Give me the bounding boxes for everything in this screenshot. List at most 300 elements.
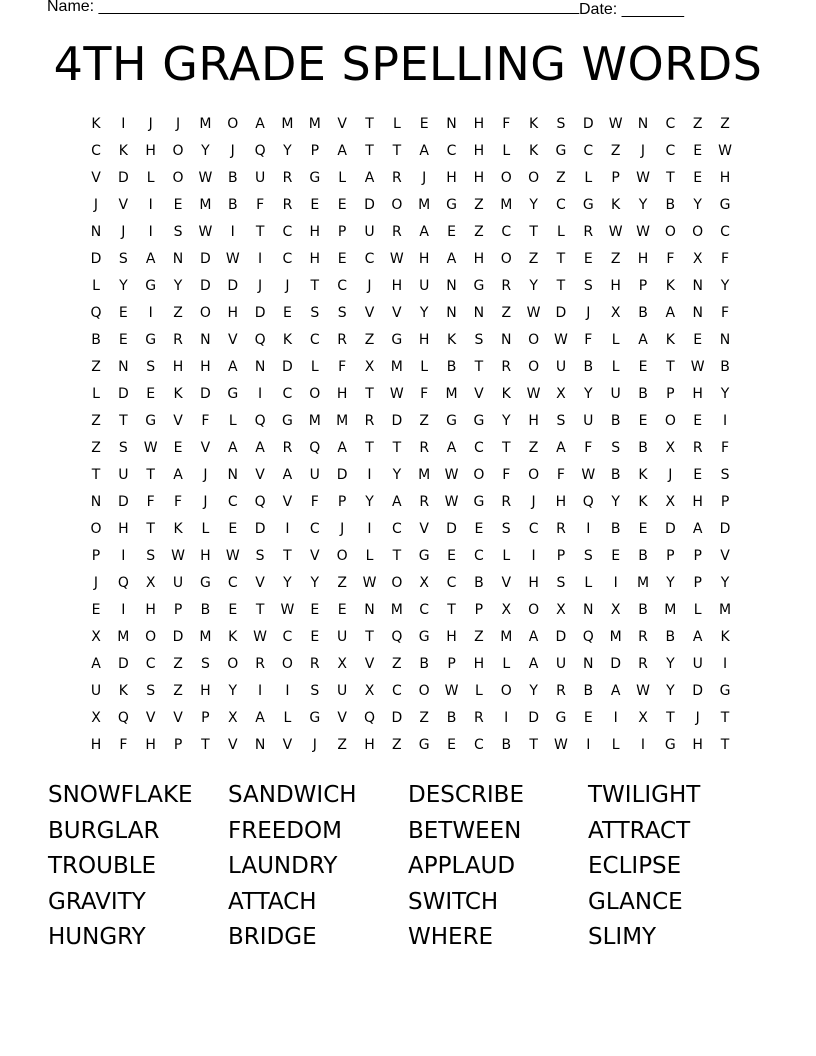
grid-letter: B	[610, 413, 621, 429]
grid-letter: I	[285, 521, 290, 537]
grid-letter: P	[693, 575, 702, 591]
grid-letter: R	[501, 494, 512, 510]
grid-letter: W	[581, 467, 596, 483]
grid-letter: L	[228, 413, 237, 429]
grid-letter: I	[285, 683, 290, 699]
grid-letter: I	[367, 467, 372, 483]
grid-letter: E	[337, 251, 347, 267]
grid-letter: P	[556, 548, 566, 564]
grid-letter: Y	[228, 683, 238, 699]
word-list-item: TWILIGHT	[588, 782, 701, 808]
grid-letter: T	[283, 548, 292, 564]
grid-letter: N	[692, 278, 703, 294]
grid-letter: S	[583, 278, 593, 294]
grid-letter: B	[446, 710, 457, 726]
grid-letter: T	[255, 602, 265, 618]
grid-letter: E	[693, 467, 703, 483]
grid-letter: M	[199, 116, 212, 132]
grid-letter: H	[446, 170, 457, 186]
grid-letter: F	[119, 737, 128, 753]
grid-letter: Z	[91, 359, 101, 375]
grid-letter: G	[719, 683, 731, 699]
grid-letter: W	[444, 683, 459, 699]
grid-letter: F	[584, 440, 593, 456]
grid-letter: C	[391, 521, 402, 537]
grid-letter: U	[309, 467, 320, 483]
grid-letter: E	[638, 359, 648, 375]
grid-letter: T	[201, 737, 210, 753]
grid-letter: R	[255, 656, 265, 672]
grid-letter: D	[117, 170, 129, 186]
grid-letter: I	[586, 521, 591, 537]
grid-letter: J	[93, 575, 99, 591]
grid-letter: H	[528, 413, 539, 429]
word-list-item: APPLAUD	[408, 853, 516, 879]
grid-letter: D	[391, 413, 403, 429]
word-list-item: DESCRIBE	[408, 782, 524, 808]
grid-letter: Y	[501, 413, 511, 429]
grid-letter: T	[666, 710, 675, 726]
grid-letter: J	[258, 278, 263, 294]
grid-letter: K	[118, 143, 128, 159]
grid-letter: X	[364, 683, 375, 699]
grid-letter: I	[148, 197, 153, 213]
grid-letter: E	[118, 305, 128, 321]
grid-letter: F	[256, 197, 265, 213]
grid-letter: G	[227, 386, 239, 402]
grid-letter: G	[719, 197, 731, 213]
grid-letter: O	[281, 656, 293, 672]
grid-letter: O	[500, 170, 512, 186]
grid-letter: T	[666, 359, 675, 375]
grid-letter: S	[310, 683, 320, 699]
grid-letter: I	[258, 251, 263, 267]
grid-letter: V	[310, 548, 320, 564]
grid-letter: G	[145, 332, 157, 348]
grid-letter: E	[447, 224, 456, 240]
grid-letter: R	[282, 170, 293, 186]
grid-letter: E	[583, 251, 593, 267]
word-list-item: WHERE	[408, 924, 494, 950]
grid-letter: E	[283, 305, 292, 321]
grid-letter: O	[145, 629, 157, 645]
grid-letter: K	[282, 332, 293, 348]
grid-letter: D	[664, 521, 676, 537]
grid-letter: Y	[201, 143, 210, 159]
grid-letter: G	[418, 548, 430, 564]
grid-letter: D	[117, 656, 129, 672]
grid-letter: G	[199, 575, 211, 591]
grid-letter: G	[555, 710, 567, 726]
grid-letter: I	[230, 224, 235, 240]
grid-letter: A	[446, 440, 457, 456]
grid-letter: D	[446, 521, 457, 537]
grid-letter: H	[610, 278, 621, 294]
grid-letter: U	[555, 359, 567, 375]
grid-letter: Z	[720, 116, 730, 132]
grid-letter: G	[145, 278, 157, 294]
grid-letter: E	[337, 602, 347, 618]
grid-letter: S	[556, 413, 566, 429]
grid-letter: W	[389, 251, 404, 267]
grid-letter: R	[638, 629, 648, 645]
grid-letter: C	[391, 683, 402, 699]
grid-letter: X	[91, 629, 101, 645]
grid-letter: I	[722, 656, 728, 672]
grid-letter: E	[337, 197, 347, 213]
grid-letter: Z	[528, 251, 539, 267]
grid-letter: R	[638, 656, 648, 672]
grid-letter: F	[721, 440, 730, 456]
grid-letter: I	[121, 116, 126, 132]
grid-letter: L	[201, 521, 210, 537]
grid-letter: X	[556, 386, 566, 402]
grid-letter: C	[720, 224, 730, 240]
grid-letter: C	[583, 143, 594, 159]
grid-letter: W	[608, 116, 623, 132]
grid-letter: B	[227, 170, 238, 186]
grid-letter: V	[337, 710, 347, 726]
grid-letter: Z	[474, 224, 484, 240]
grid-letter: S	[556, 116, 566, 132]
grid-letter: H	[200, 359, 211, 375]
grid-letter: Y	[666, 656, 675, 672]
grid-letter: Y	[638, 197, 648, 213]
grid-letter: T	[255, 224, 265, 240]
grid-letter: O	[391, 197, 403, 213]
grid-letter: A	[392, 494, 402, 510]
grid-letter: U	[337, 629, 348, 645]
grid-letter: R	[391, 224, 402, 240]
grid-letter: B	[638, 440, 648, 456]
grid-letter: O	[528, 602, 540, 618]
grid-letter: N	[227, 467, 238, 483]
grid-letter: H	[145, 602, 156, 618]
grid-letter: F	[721, 251, 730, 267]
grid-letter: V	[501, 575, 512, 591]
grid-letter: L	[611, 359, 620, 375]
grid-letter: T	[447, 602, 456, 618]
grid-letter: C	[337, 278, 348, 294]
grid-letter: H	[200, 548, 211, 564]
grid-letter: J	[367, 278, 372, 294]
grid-letter: W	[690, 359, 705, 375]
grid-letter: B	[91, 332, 101, 348]
grid-letter: D	[719, 521, 731, 537]
grid-letter: P	[91, 548, 101, 564]
grid-letter: J	[640, 143, 646, 159]
grid-letter: V	[91, 170, 101, 186]
grid-letter: K	[91, 116, 101, 132]
grid-letter: Y	[310, 575, 320, 591]
grid-letter: W	[636, 683, 650, 699]
grid-letter: T	[720, 710, 730, 726]
grid-letter: L	[283, 710, 292, 726]
grid-letter: F	[310, 494, 319, 510]
grid-letter: U	[254, 170, 266, 186]
grid-letter: T	[365, 116, 374, 132]
grid-letter: Z	[610, 251, 621, 267]
grid-letter: A	[665, 305, 676, 321]
grid-letter: C	[528, 521, 539, 537]
grid-letter: A	[528, 629, 539, 645]
grid-letter: D	[117, 494, 129, 510]
grid-letter: N	[364, 602, 375, 618]
grid-letter: B	[583, 683, 594, 699]
grid-letter: A	[282, 467, 293, 483]
grid-letter: C	[282, 251, 293, 267]
grid-letter: K	[720, 629, 730, 645]
grid-letter: C	[227, 494, 238, 510]
grid-letter: L	[584, 170, 593, 186]
grid-letter: S	[200, 656, 210, 672]
grid-letter: D	[391, 710, 403, 726]
grid-letter: A	[227, 359, 238, 375]
grid-letter: S	[118, 440, 128, 456]
grid-letter: Y	[720, 386, 730, 402]
grid-letter: E	[310, 629, 320, 645]
grid-letter: X	[665, 440, 676, 456]
grid-letter: Q	[363, 710, 376, 726]
grid-letter: E	[447, 737, 456, 753]
grid-letter: Q	[254, 413, 266, 429]
grid-letter: S	[118, 251, 128, 267]
grid-letter: O	[199, 305, 211, 321]
grid-letter: E	[310, 602, 320, 618]
grid-letter: M	[418, 467, 431, 483]
grid-letter: F	[502, 116, 511, 132]
grid-letter: V	[200, 440, 211, 456]
grid-letter: Y	[611, 494, 620, 510]
grid-letter: Q	[309, 440, 321, 456]
grid-letter: P	[337, 494, 347, 510]
grid-letter: H	[391, 278, 403, 294]
grid-letter: D	[90, 251, 102, 267]
grid-letter: T	[119, 413, 128, 429]
grid-letter: H	[227, 305, 239, 321]
grid-letter: V	[364, 305, 375, 321]
grid-letter: H	[90, 737, 102, 753]
grid-letter: A	[419, 224, 429, 240]
grid-letter: E	[146, 386, 156, 402]
grid-letter: R	[309, 656, 320, 672]
grid-letter: H	[528, 575, 539, 591]
grid-letter: M	[199, 197, 212, 213]
grid-letter: G	[282, 413, 293, 429]
grid-letter: H	[172, 359, 184, 375]
grid-letter: K	[501, 386, 511, 402]
grid-letter: G	[664, 737, 676, 753]
grid-letter: C	[446, 143, 457, 159]
grid-letter: G	[418, 629, 430, 645]
grid-letter: P	[310, 143, 320, 159]
grid-letter: U	[583, 413, 594, 429]
grid-letter: C	[419, 602, 430, 618]
grid-letter: A	[528, 656, 539, 672]
grid-letter: Y	[529, 197, 538, 213]
grid-letter: K	[446, 332, 457, 348]
grid-letter: O	[172, 170, 184, 186]
grid-letter: G	[555, 143, 567, 159]
grid-letter: L	[310, 359, 319, 375]
grid-letter: D	[282, 359, 293, 375]
grid-letter: F	[556, 467, 565, 483]
grid-letter: H	[145, 143, 156, 159]
grid-letter: Q	[117, 575, 129, 591]
grid-letter: F	[502, 467, 511, 483]
grid-letter: X	[419, 575, 429, 591]
grid-letter: B	[638, 305, 648, 321]
grid-letter: L	[584, 575, 593, 591]
grid-letter: J	[148, 116, 153, 132]
grid-letter: C	[309, 521, 320, 537]
word-list-item: SLIMY	[588, 924, 657, 950]
grid-letter: Q	[254, 494, 266, 510]
grid-letter: D	[336, 467, 348, 483]
grid-letter: A	[255, 710, 265, 726]
grid-letter: E	[693, 413, 703, 429]
grid-letter: Y	[529, 683, 538, 699]
grid-letter: N	[692, 305, 703, 321]
grid-letter: R	[364, 413, 375, 429]
grid-letter: N	[446, 278, 457, 294]
grid-letter: E	[173, 440, 183, 456]
grid-letter: C	[474, 440, 484, 456]
grid-letter: D	[692, 683, 704, 699]
grid-letter: Y	[119, 278, 128, 294]
grid-letter: N	[583, 602, 594, 618]
word-list-item: FREEDOM	[228, 817, 342, 844]
grid-letter: L	[611, 737, 620, 753]
grid-letter: B	[610, 467, 621, 483]
grid-letter: M	[281, 116, 294, 132]
grid-letter: P	[611, 170, 620, 186]
grid-letter: S	[501, 521, 511, 537]
grid-letter: H	[692, 494, 703, 510]
grid-letter: O	[90, 521, 102, 537]
grid-letter: C	[474, 737, 484, 753]
grid-letter: E	[419, 116, 429, 132]
grid-letter: T	[365, 629, 374, 645]
grid-letter: C	[282, 629, 293, 645]
grid-letter: D	[117, 386, 129, 402]
grid-letter: T	[720, 737, 730, 753]
grid-letter: K	[529, 116, 539, 132]
grid-letter: X	[145, 575, 156, 591]
grid-letter: W	[198, 170, 213, 186]
grid-letter: J	[230, 143, 235, 159]
grid-letter: A	[638, 332, 648, 348]
grid-letter: W	[526, 305, 541, 321]
grid-letter: H	[418, 251, 430, 267]
grid-letter: Z	[173, 305, 183, 321]
grid-letter: Y	[666, 683, 675, 699]
grid-letter: C	[91, 143, 101, 159]
grid-letter: J	[340, 521, 345, 537]
grid-letter: T	[556, 278, 566, 294]
grid-letter: I	[640, 737, 646, 753]
grid-letter: V	[227, 332, 238, 348]
grid-letter: T	[365, 143, 374, 159]
grid-letter: W	[444, 494, 459, 510]
grid-letter: E	[693, 332, 703, 348]
grid-letter: L	[693, 602, 702, 618]
grid-letter: L	[502, 656, 511, 672]
grid-letter: W	[608, 224, 623, 240]
grid-letter: Z	[91, 413, 101, 429]
grid-letter: Z	[337, 737, 347, 753]
grid-letter: Z	[392, 656, 402, 672]
grid-letter: N	[446, 116, 457, 132]
grid-letter: K	[173, 386, 183, 402]
grid-letter: X	[501, 602, 512, 618]
grid-letter: V	[255, 575, 265, 591]
grid-letter: N	[90, 224, 102, 240]
grid-letter: U	[172, 575, 184, 591]
grid-letter: K	[638, 467, 648, 483]
grid-letter: I	[367, 521, 372, 537]
grid-letter: L	[146, 170, 155, 186]
grid-letter: K	[611, 197, 621, 213]
grid-letter: Z	[692, 116, 703, 132]
grid-letter: S	[474, 332, 484, 348]
grid-letter: O	[692, 224, 704, 240]
grid-letter: Q	[254, 143, 266, 159]
grid-letter: T	[392, 143, 402, 159]
grid-letter: G	[446, 413, 457, 429]
grid-letter: P	[337, 224, 347, 240]
grid-letter: O	[309, 386, 321, 402]
grid-letter: H	[145, 737, 156, 753]
grid-letter: T	[392, 548, 402, 564]
grid-letter: N	[473, 305, 485, 321]
word-list-item: BETWEEN	[408, 817, 522, 844]
grid-letter: C	[282, 386, 293, 402]
grid-letter: V	[364, 656, 375, 672]
word-list-item: GRAVITY	[48, 888, 146, 915]
grid-letter: F	[721, 305, 730, 321]
grid-letter: Q	[391, 629, 403, 645]
grid-letter: J	[285, 278, 290, 294]
grid-letter: B	[419, 656, 429, 672]
grid-letter: R	[282, 440, 293, 456]
grid-letter: S	[146, 548, 156, 564]
grid-letter: I	[121, 548, 126, 564]
grid-letter: A	[227, 440, 238, 456]
grid-letter: H	[692, 737, 703, 753]
grid-letter: O	[227, 116, 239, 132]
grid-letter: Z	[337, 575, 347, 591]
grid-letter: P	[447, 656, 456, 672]
grid-letter: M	[308, 413, 321, 429]
grid-letter: Z	[610, 143, 621, 159]
grid-letter: L	[502, 548, 511, 564]
grid-letter: B	[720, 359, 730, 375]
grid-letter: W	[636, 224, 650, 240]
grid-letter: O	[664, 224, 676, 240]
grid-letter: B	[583, 359, 594, 375]
grid-letter: G	[473, 278, 485, 294]
grid-letter: I	[148, 305, 153, 321]
grid-letter: S	[337, 305, 347, 321]
grid-letter: L	[92, 386, 100, 402]
grid-letter: D	[254, 305, 266, 321]
grid-letter: R	[419, 440, 430, 456]
grid-letter: U	[337, 683, 348, 699]
grid-letter: G	[446, 197, 457, 213]
grid-letter: G	[418, 737, 430, 753]
grid-letter: K	[173, 521, 183, 537]
